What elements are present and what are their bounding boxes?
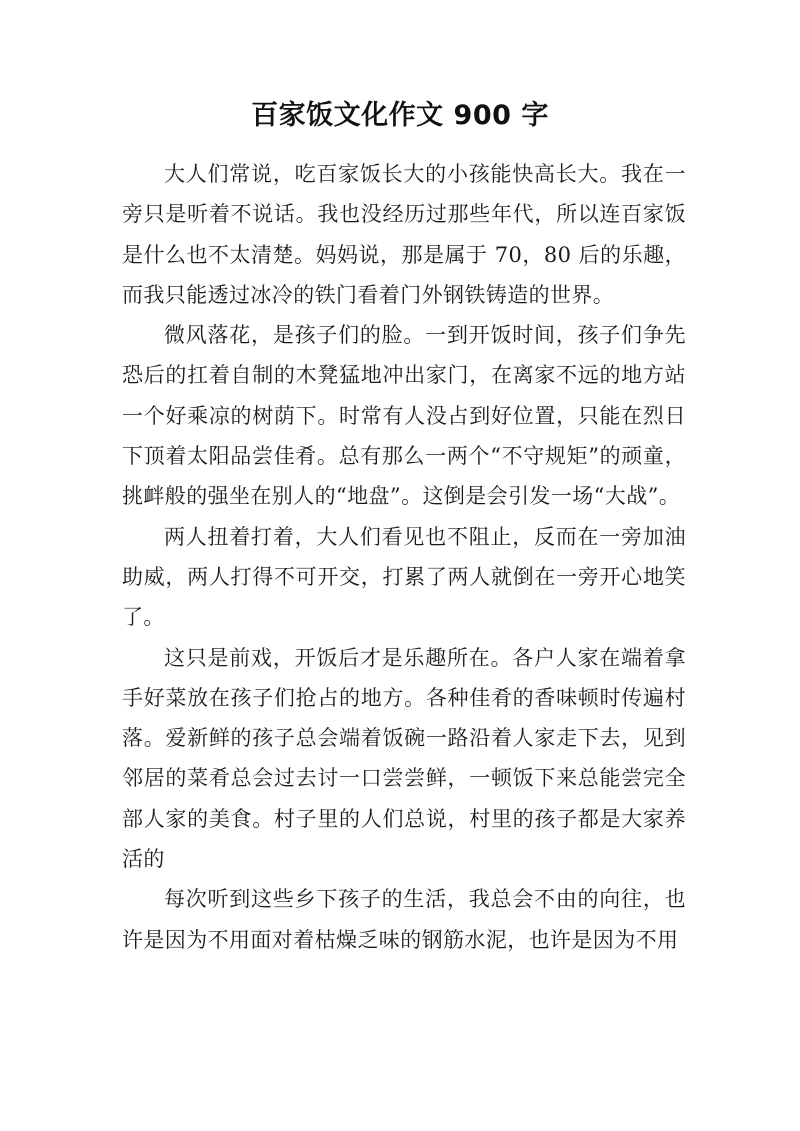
document-title: 百家饭文化作文 900 字 <box>251 100 549 131</box>
paragraph-3: 两人扭着打着，大人们看见也不阻止，反而在一旁加油助威，两人打得不可开交，打累了两人就倒在一旁开心地笑了。 <box>122 524 686 630</box>
paragraph-4: 这只是前戏，开饭后才是乐趣所在。各户人家在端着拿手好菜放在孩子们抢占的地方。各种佳肴的香味顿时传遍村落。爱新鲜的孩子总会端着饭碗一路沿着人家走下去，见到邻居的菜肴总会过去讨一口尝尝鲜，一顿饭下来总能尝完全部人家的美食。村子里的人们总说，村里的孩子都是大家养活的 <box>122 645 686 872</box>
paragraph-1: 大人们常说，吃百家饭长大的小孩能快高长大。我在一旁只是听着不说话。我也没经历过那些年代，所以连百家饭是什么也不太清楚。妈妈说，那是属于 70，80 后的乐趣，而我只能透过冰冷的铁门看着门外钢铁铸造的世界。 <box>122 162 686 307</box>
document-body <box>122 154 686 960</box>
paragraph-2: 微风落花，是孩子们的脸。一到开饭时间，孩子们争先恐后的扛着自制的木凳猛地冲出家门，在离家不远的地方站一个好乘凉的树荫下。时常有人没占到好位置，只能在烈日下顶着太阳品尝佳肴。总有那么一两个“不守规矩”的顽童，挑衅般的强坐在别人的“地盘”。这倒是会引发一场“大战”。 <box>122 323 686 509</box>
paragraph-5: 每次听到这些乡下孩子的生活，我总会不由的向往，也许是因为不用面对着枯燥乏味的钢筋水泥，也许是因为不用 <box>122 887 686 952</box>
